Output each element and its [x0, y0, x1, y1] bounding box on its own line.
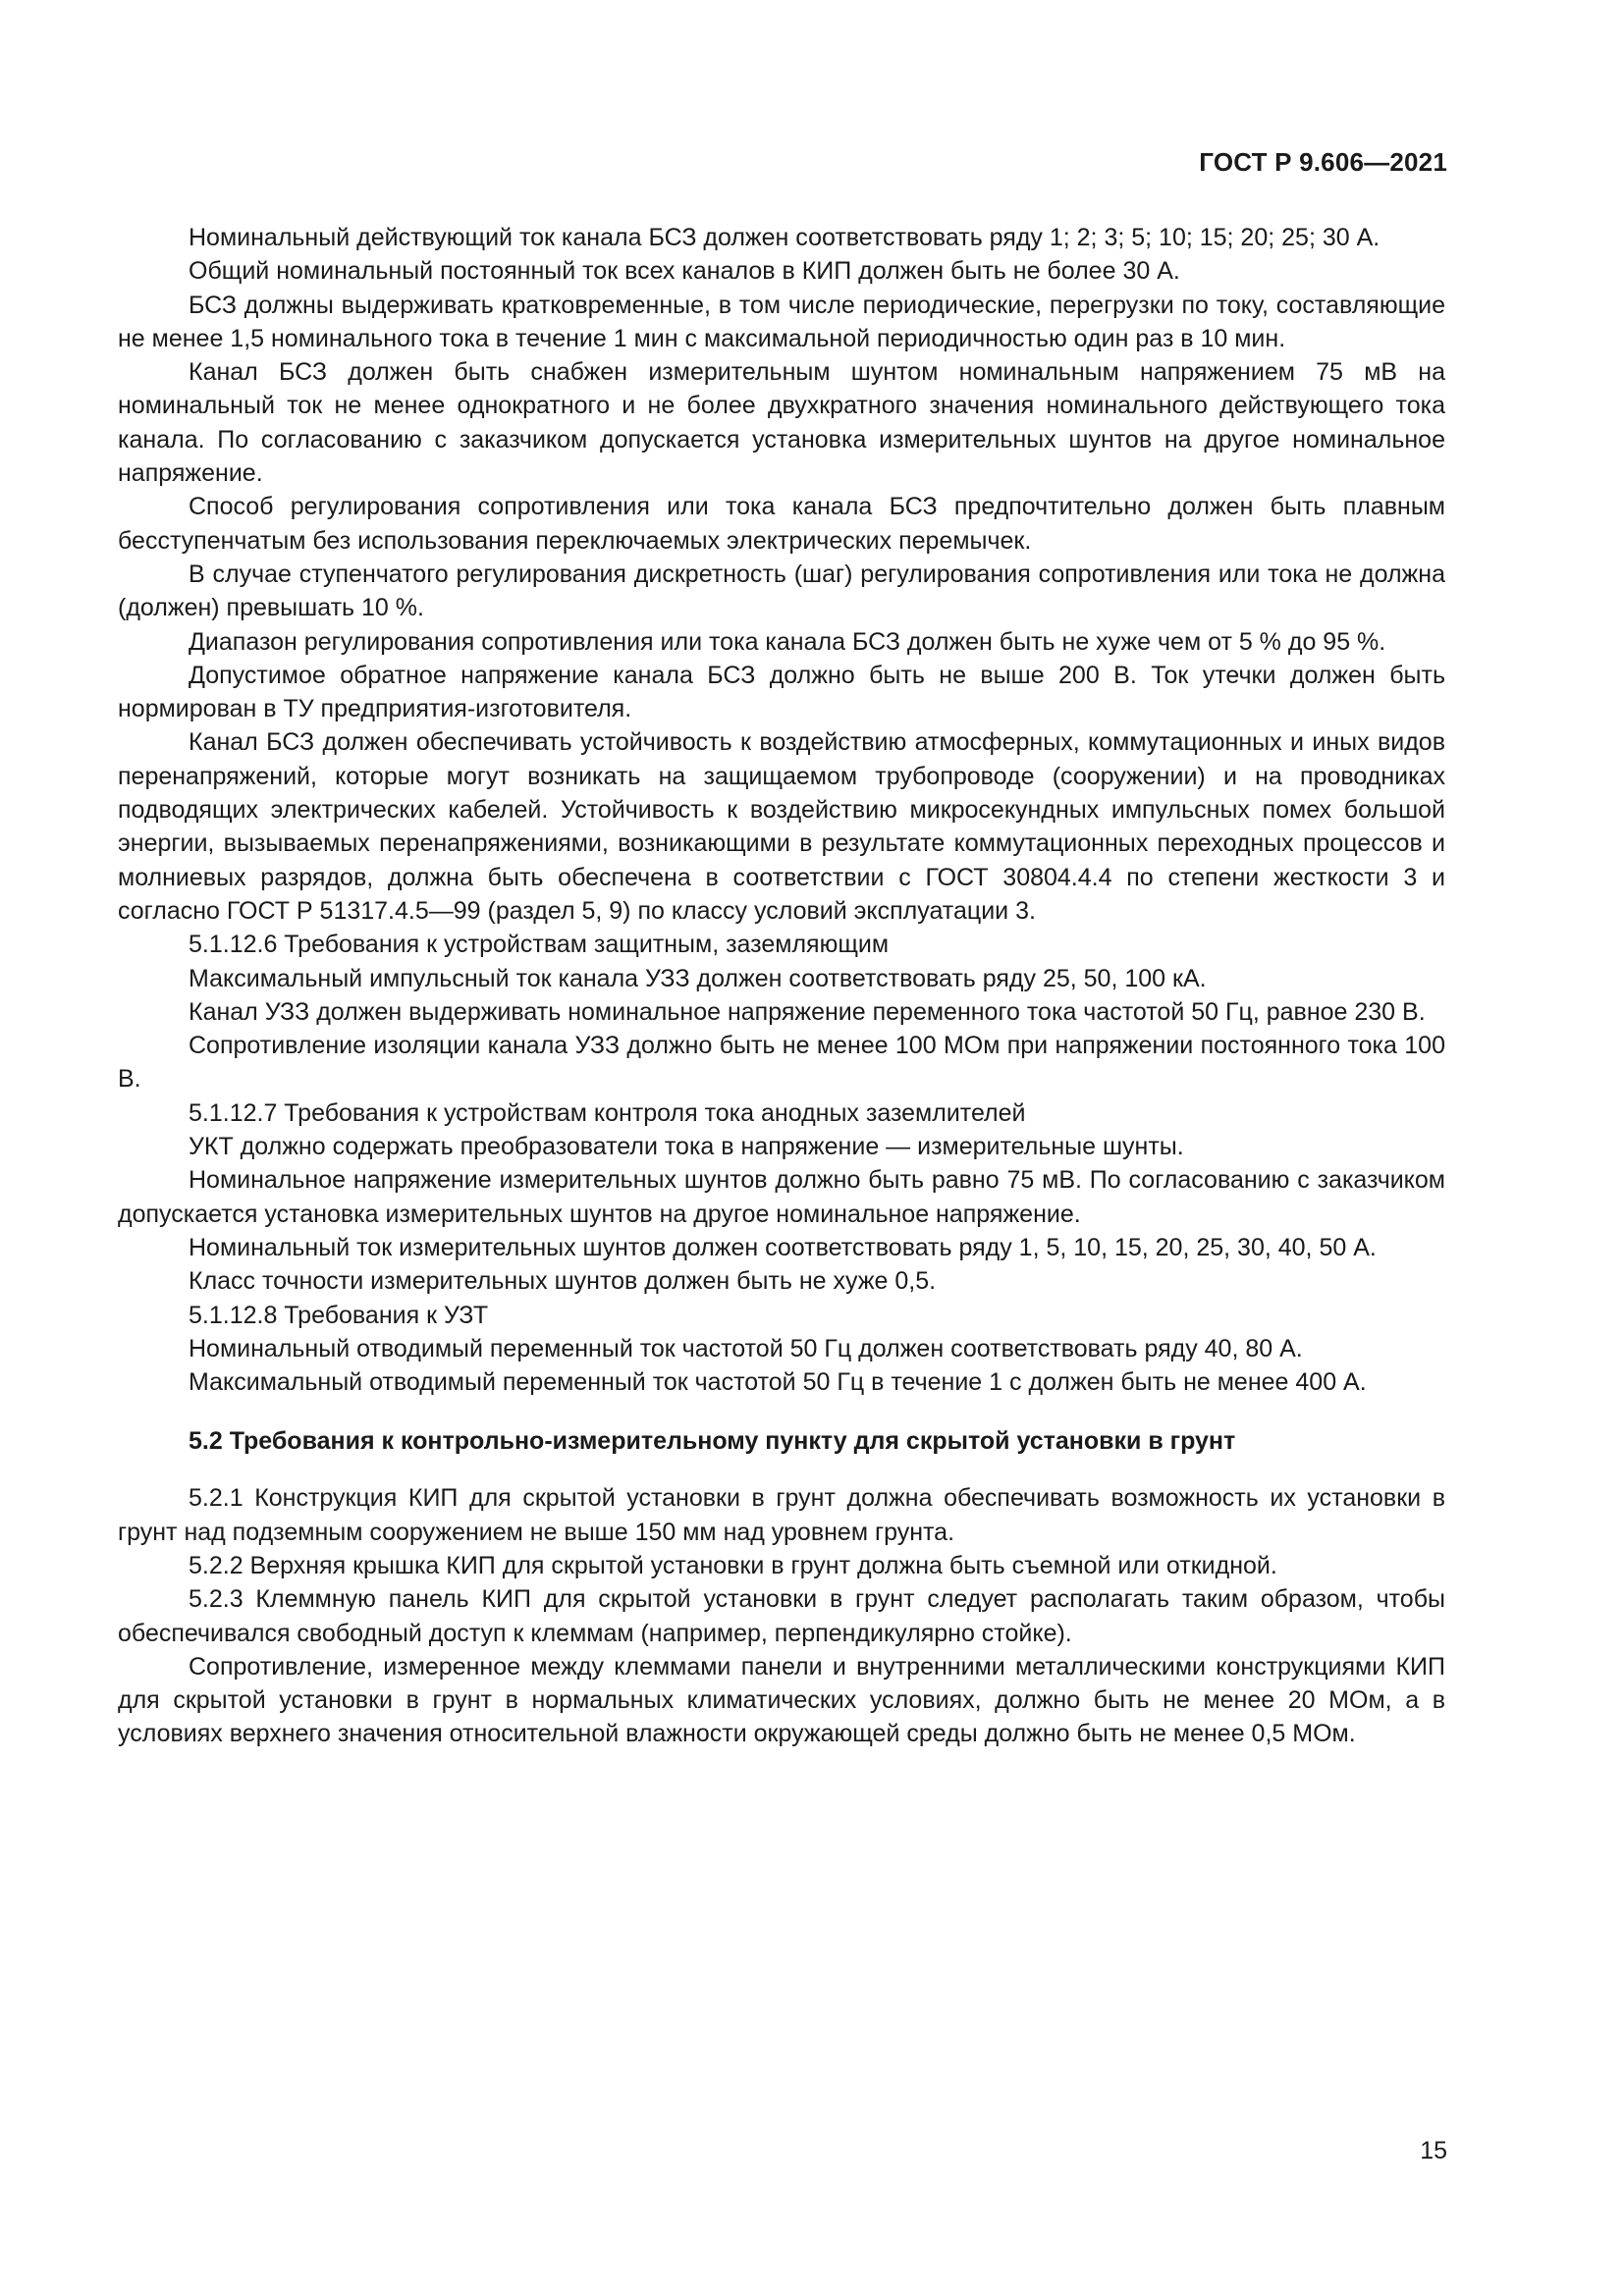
paragraph: Класс точности измерительных шунтов должен быть не хуже 0,5.	[189, 1267, 937, 1296]
subsection-title: 5.1.12.7 Требования к устройствам контроля тока анодных заземлителей	[189, 1098, 1026, 1127]
subsection-title: 5.1.12.6 Требования к устройствам защитным, заземляющим	[189, 931, 890, 959]
paragraph: Канал БСЗ должен обеспечивать устойчивость к воздействию атмосферных, коммутационных и иных видов перенапряжений, которые могут возникать на защищаемом трубопроводе (сооружении) и на проводниках подводящих электрических кабелей. Устойчивость к воздействию микросекундных импульсных помех большой энергии, вызываемых перенапряжениями, возникающими в результате коммутационных переходных процессов и молниевых разрядов, должна быть обеспечена в соответствии с ГОСТ 30804.4.4 по степени жесткости 3 и согласно ГОСТ Р 51317.4.5—99 (раздел 5, 9) по классу условий эксплуатации 3.	[118, 728, 1445, 925]
document-header: ГОСТ Р 9.606—2021	[1199, 147, 1447, 177]
paragraph: 5.2.3 Клеммную панель КИП для скрытой установки в грунт следует располагать таким образом, чтобы обеспечивался свободный доступ к клеммам (например, перпендикулярно стойке).	[118, 1585, 1445, 1647]
paragraph: Общий номинальный постоянный ток всех каналов в КИП должен быть не более 30 А.	[189, 257, 1180, 286]
paragraph: Сопротивление, измеренное между клеммами панели и внутренними металлическими конструкциями КИП для скрытой установки в грунт в нормальных климатических условиях, должно быть не менее 20 МОм, а в условиях верхнего значения относительной влажности окружающей среды должно быть не менее 0,5 МОм.	[118, 1652, 1445, 1748]
paragraph: БСЗ должны выдерживать кратковременные, в том числе периодические, перегрузки по току, составляющие не менее 1,5 номинального тока в течение 1 мин с максимальной периодичностью один раз в 10 мин.	[118, 291, 1445, 352]
document-body	[118, 221, 1445, 1751]
paragraph: Номинальное напряжение измерительных шунтов должно быть равно 75 мВ. По согласованию с заказчиком допускается установка измерительных шунтов на другое номинальное напряжение.	[118, 1166, 1445, 1228]
paragraph: Диапазон регулирования сопротивления или тока канала БСЗ должен быть не хуже чем от 5 % до 95 %.	[189, 627, 1386, 656]
paragraph: Допустимое обратное напряжение канала БСЗ должно быть не выше 200 В. Ток утечки должен быть нормирован в ТУ предприятия-изготовителя.	[118, 661, 1445, 723]
page-number: 15	[1420, 2137, 1447, 2164]
paragraph: Номинальный ток измерительных шунтов должен соответствовать ряду 1, 5, 10, 15, 20, 25, 30, 40, 50 А.	[189, 1233, 1377, 1261]
paragraph: В случае ступенчатого регулирования дискретность (шаг) регулирования сопротивления или тока не должна (должен) превышать 10 %.	[118, 560, 1445, 622]
paragraph: Канал УЗЗ должен выдерживать номинальное напряжение переменного тока частотой 50 Гц, равное 230 В.	[189, 997, 1426, 1026]
paragraph: 5.2.2 Верхняя крышка КИП для скрытой установки в грунт должна быть съемной или откидной.	[189, 1551, 1277, 1579]
paragraph: Максимальный отводимый переменный ток частотой 50 Гц в течение 1 с должен быть не менее 400 А.	[189, 1368, 1367, 1397]
subsection-title: 5.1.12.8 Требования к УЗТ	[189, 1301, 489, 1329]
paragraph: Способ регулирования сопротивления или тока канала БСЗ предпочтительно должен быть плавным бесступенчатым без использования переключаемых электрических перемычек.	[118, 493, 1445, 555]
paragraph: Канал БСЗ должен быть снабжен измерительным шунтом номинальным напряжением 75 мВ на номинальный ток не менее однократного и не более двухкратного значения номинального действующего тока канала. По согласованию с заказчиком допускается установка измерительных шунтов на другое номинальное напряжение.	[118, 358, 1445, 488]
paragraph: Номинальный отводимый переменный ток частотой 50 Гц должен соответствовать ряду 40, 80 А.	[189, 1334, 1303, 1362]
paragraph: Номинальный действующий ток канала БСЗ должен соответствовать ряду 1; 2; 3; 5; 10; 15; 20; 25; 30 А.	[189, 224, 1380, 251]
paragraph: Максимальный импульсный ток канала УЗЗ должен соответствовать ряду 25, 50, 100 кА.	[189, 964, 1207, 992]
paragraph: Сопротивление изоляции канала УЗЗ должно быть не менее 100 МОм при напряжении постоянного тока 100 В.	[118, 1032, 1445, 1094]
paragraph: 5.2.1 Конструкция КИП для скрытой установки в грунт должна обеспечивать возможность их установки в грунт над подземным сооружением не выше 150 мм над уровнем грунта.	[118, 1484, 1445, 1546]
section-heading: 5.2 Требования к контрольно-измерительному пункту для скрытой установки в грунт	[189, 1427, 1236, 1456]
paragraph: УКТ должно содержать преобразователи тока в напряжение — измерительные шунты.	[189, 1133, 1184, 1161]
